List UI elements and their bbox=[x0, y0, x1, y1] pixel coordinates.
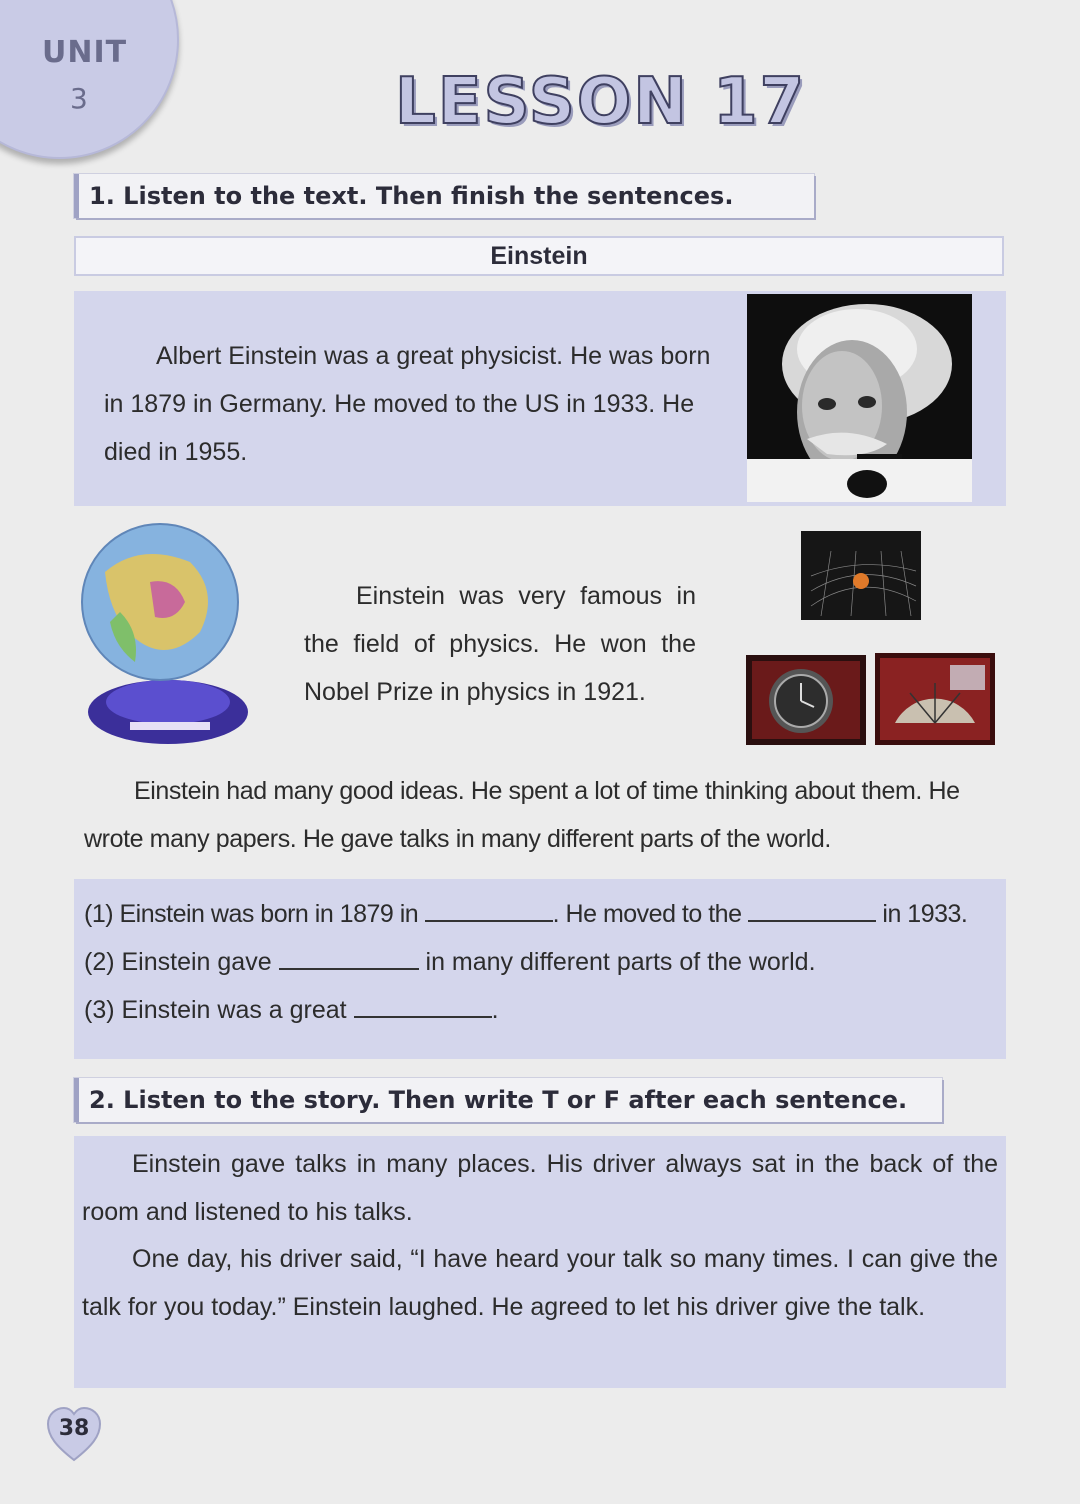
fame-paragraph: Einstein was very famous in the field of physics. He won the Nobel Prize in physics in 1921. bbox=[304, 582, 696, 706]
text-title: Einstein bbox=[74, 236, 1004, 276]
exercise-1 bbox=[84, 890, 999, 938]
gauge-image bbox=[875, 653, 995, 745]
exercise-2 bbox=[84, 938, 999, 986]
exercise-2-text-b: in many different parts of the world. bbox=[425, 948, 816, 976]
exercise-1-text-c: in 1933. bbox=[882, 900, 968, 928]
story-paragraph-2: One day, his driver said, “I have heard your talk so many times. I can give the talk for you today.” Einstein laughed. He agreed to let his driver give the talk. bbox=[82, 1245, 998, 1321]
exercise-1-text-b: . He moved to the bbox=[552, 900, 742, 928]
globe-toy-image bbox=[80, 522, 260, 754]
exercise-1-text-a: (1) Einstein was born in 1879 in bbox=[84, 900, 419, 928]
intro-paragraph: Albert Einstein was a great physicist. He was born in 1879 in Germany. He moved to the US in 1933. He died in 1955. bbox=[104, 342, 711, 466]
unit-badge bbox=[0, 0, 179, 159]
unit-label: UNIT bbox=[42, 35, 128, 70]
unit-number: 3 bbox=[70, 82, 88, 115]
exercise-1-blank-2[interactable] bbox=[748, 900, 876, 922]
section2-heading: 2. Listen to the story. Then write T or F after each sentence. bbox=[74, 1078, 942, 1122]
exercise-3-blank[interactable] bbox=[354, 996, 492, 1018]
ideas-paragraph: Einstein had many good ideas. He spent a lot of time thinking about them. He wrote many papers. He gave talks in many different parts of the world. bbox=[84, 777, 960, 853]
page-number: 38 bbox=[58, 1416, 90, 1441]
spacetime-grid-image bbox=[801, 531, 921, 620]
exercise-3-text-b: . bbox=[491, 996, 499, 1024]
exercise-3 bbox=[84, 986, 999, 1034]
story-paragraph-1: Einstein gave talks in many places. His driver always sat in the back of the room and listened to his talks. bbox=[82, 1150, 998, 1226]
clock-image bbox=[746, 655, 866, 745]
exercise-2-blank[interactable] bbox=[279, 948, 419, 970]
section1-heading: 1. Listen to the text. Then finish the sentences. bbox=[74, 174, 814, 218]
exercise-2-text-a: (2) Einstein gave bbox=[84, 948, 272, 976]
einstein-portrait-image bbox=[747, 294, 972, 502]
lesson-title: LESSON 17 bbox=[395, 65, 807, 139]
exercise-3-text-a: (3) Einstein was a great bbox=[84, 996, 347, 1024]
exercise-1-blank-1[interactable] bbox=[425, 900, 553, 922]
